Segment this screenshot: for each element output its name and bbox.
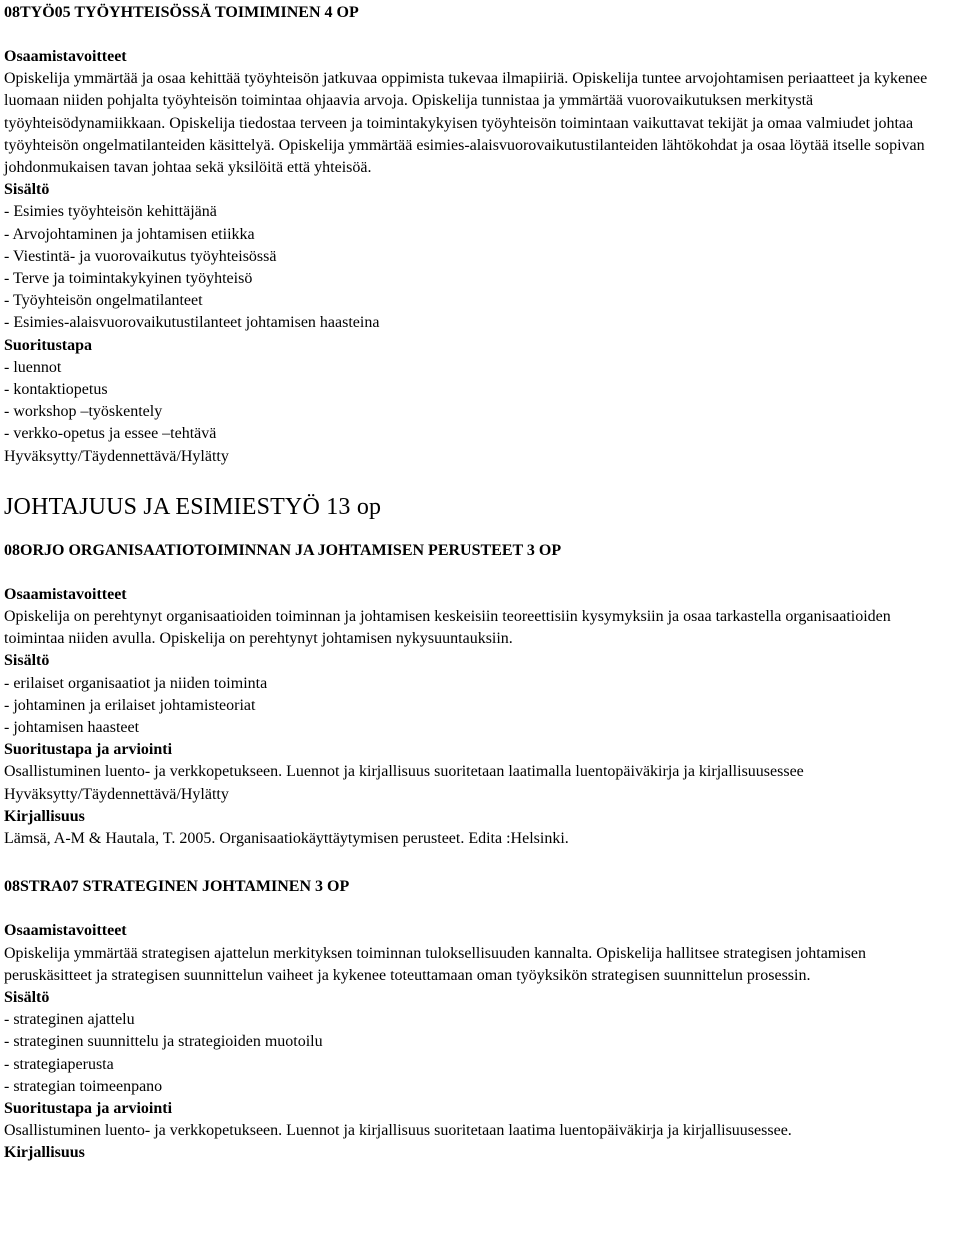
list-item: - Viestintä- ja vuorovaikutus työyhteisössä — [4, 247, 277, 265]
list-item: - Terve ja toimintakykyinen työyhteisö — [4, 270, 253, 288]
content-heading: Sisältö — [4, 652, 50, 670]
objectives-heading: Osaamistavoitteet — [4, 48, 127, 65]
method-list — [4, 357, 954, 446]
method-heading: Suoritustapa ja arviointi — [4, 741, 173, 759]
list-item: - luennot — [4, 358, 62, 376]
document-page — [0, 2, 960, 1165]
list-item: - verkko-opetus ja essee –tehtävä — [4, 425, 217, 443]
literature-heading: Kirjallisuus — [4, 1144, 85, 1162]
list-item: - strategiaperusta — [4, 1055, 114, 1073]
content-heading: Sisältö — [4, 181, 50, 199]
content-list — [4, 673, 954, 740]
list-item: - strateginen ajattelu — [4, 1011, 135, 1029]
objectives-text: Opiskelija on perehtynyt organisaatioiden toiminnan ja johtamisen keskeisiin teoreettisiin kysymyksiin ja osaa tarkastella organisaatioiden toimintaa niiden avulla. Opiskelija on perehtynyt johtamisen nykysuuntauksiin. — [4, 608, 891, 648]
section-title: JOHTAJUUS JA ESIMIESTYÖ 13 op — [4, 493, 382, 520]
literature-heading: Kirjallisuus — [4, 807, 85, 825]
course-section-tyo05 — [4, 2, 954, 468]
method-heading: Suoritustapa ja arviointi — [4, 1099, 173, 1117]
list-item: - johtamisen haasteet — [4, 719, 140, 737]
course-title: 08STRA07 STRATEGINEN JOHTAMINEN 3 OP — [4, 878, 350, 896]
list-item: - Arvojohtaminen ja johtamisen etiikka — [4, 225, 255, 243]
objectives-heading: Osaamistavoitteet — [4, 922, 127, 940]
objectives-heading: Osaamistavoitteet — [4, 585, 127, 603]
course-section-orjo — [4, 540, 954, 850]
list-item: - erilaiset organisaatiot ja niiden toiminta — [4, 674, 268, 692]
grading-text: Hyväksytty/Täydennettävä/Hylätty — [4, 447, 229, 465]
list-item: - strateginen suunnittelu ja strategioiden muotoilu — [4, 1033, 323, 1051]
course-section-stra07 — [4, 876, 954, 1164]
list-item: - strategian toimeenpano — [4, 1077, 163, 1095]
content-list — [4, 1009, 954, 1098]
course-title: 08ORJO ORGANISAATIOTOIMINNAN JA JOHTAMISEN PERUSTEET 3 OP — [4, 541, 562, 559]
course-title: 08TYÖ05 TYÖYHTEISÖSSÄ TOIMIMINEN 4 OP — [4, 4, 359, 21]
grading-text: Hyväksytty/Täydennettävä/Hylätty — [4, 785, 229, 803]
method-heading: Suoritustapa — [4, 336, 93, 354]
list-item: - Esimies työyhteisön kehittäjänä — [4, 203, 217, 221]
method-text: Osallistuminen luento- ja verkkopetukseen. Luennot ja kirjallisuus suoritetaan laatima luentopäiväkirja ja kirjallisuusessee. — [4, 1122, 792, 1140]
objectives-text: Opiskelija ymmärtää ja osaa kehittää työyhteisön jatkuvaa oppimista tukevaa ilmapiiriä. Opiskelija tuntee arvojohtamisen periaatteet ja kykenee luomaan niiden pohjalta työyhteisön toimintaa ohjaavia arvoja. Opiskelija tunnistaa ja ymmärtää vuorovaikutuksen merkitystä työyhteisödynamiikkaan. Opiskelija tiedostaa terveen ja toimintakykyisen työyhteisön toimintaan vaikuttavat tekijät ja omaa valmiudet johtaa työyhteisön ongelmatilanteiden käsittelyä. Opiskelija ymmärtää esimies-alaisvuorovaikutustilanteiden lähtökohdat ja osaa löytää itselle sopivan johdonmukaisen tavan johtaa sekä yksilöitä että yhteisöä. — [4, 70, 928, 177]
method-text: Osallistuminen luento- ja verkkopetukseen. Luennot ja kirjallisuus suoritetaan laatimalla luentopäiväkirja ja kirjallisuusessee — [4, 763, 804, 781]
list-item: - workshop –työskentely — [4, 403, 163, 421]
list-item: - johtaminen ja erilaiset johtamisteoriat — [4, 696, 256, 714]
list-item: - kontaktiopetus — [4, 381, 108, 399]
objectives-text: Opiskelija ymmärtää strategisen ajattelun merkityksen toiminnan tuloksellisuuden kannalta. Opiskelija hallitsee strategisen johtamisen peruskäsitteet ja strategisen suunnittelun vaiheet ja kykenee toteuttamaan oman työyksikön strategisen suunnittelun prosessin. — [4, 944, 867, 984]
content-heading: Sisältö — [4, 988, 50, 1006]
list-item: - Työyhteisön ongelmatilanteet — [4, 292, 203, 310]
list-item: - Esimies-alaisvuorovaikutustilanteet johtamisen haasteina — [4, 314, 380, 332]
content-list — [4, 201, 954, 334]
literature-text: Lämsä, A-M & Hautala, T. 2005. Organisaatiokäyttäytymisen perusteet. Edita :Helsinki. — [4, 830, 569, 848]
